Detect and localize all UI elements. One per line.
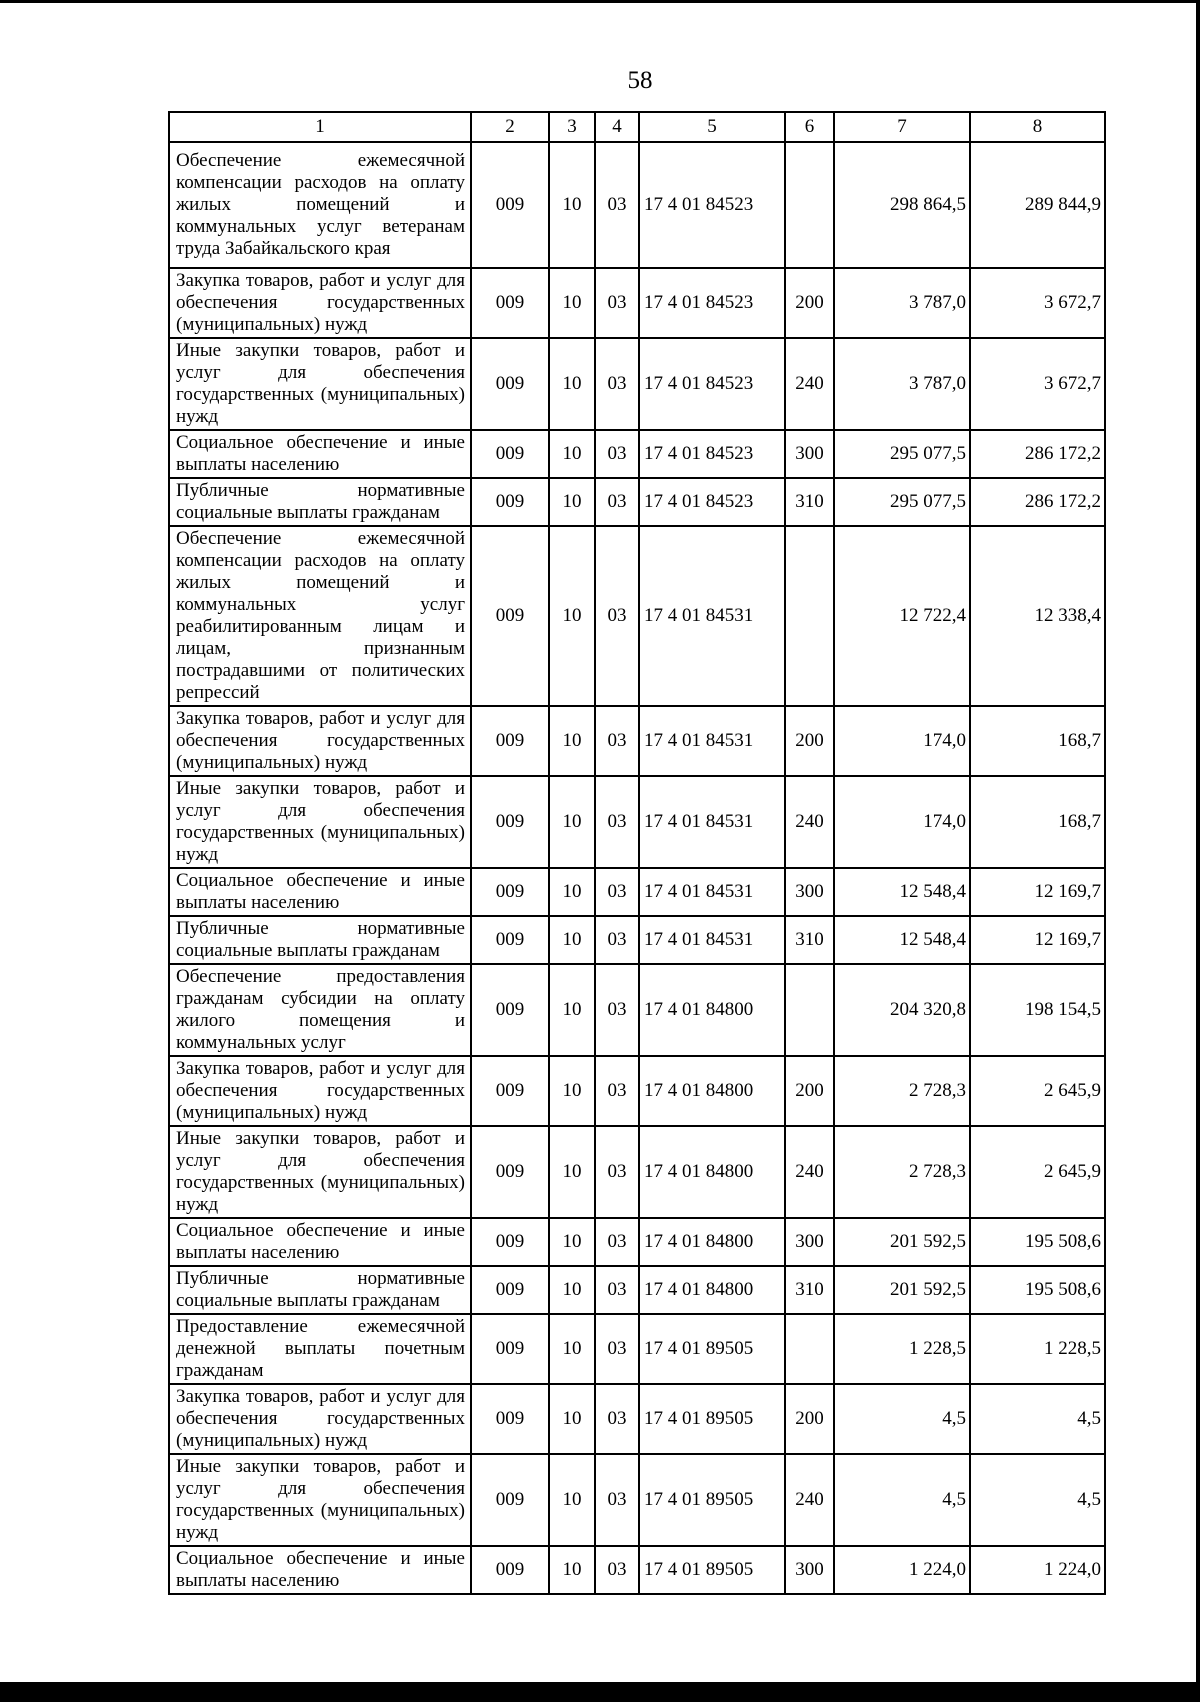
table-row <box>169 1056 1105 1126</box>
scan-border-top <box>0 0 1200 3</box>
row-amount-col8-cell: 195 508,6 <box>970 1218 1105 1266</box>
row-amount-col7-cell: 3 787,0 <box>834 338 970 430</box>
row-target-code-cell: 17 4 01 84531 <box>639 706 785 776</box>
row-amount-col8-cell: 198 154,5 <box>970 964 1105 1056</box>
row-amount-col7-cell: 174,0 <box>834 706 970 776</box>
row-grbs-cell: 009 <box>471 1218 549 1266</box>
table-row <box>169 868 1105 916</box>
row-grbs-cell: 009 <box>471 706 549 776</box>
table-row <box>169 268 1105 338</box>
row-section-cell: 10 <box>549 1056 595 1126</box>
header-col-8: 8 <box>970 112 1105 142</box>
row-section-cell: 10 <box>549 338 595 430</box>
row-grbs-cell: 009 <box>471 1126 549 1218</box>
row-subsection-cell: 03 <box>595 1218 639 1266</box>
row-amount-col8-cell: 2 645,9 <box>970 1126 1105 1218</box>
header-col-4: 4 <box>595 112 639 142</box>
row-amount-col8-cell: 4,5 <box>970 1384 1105 1454</box>
row-subsection-cell: 03 <box>595 1454 639 1546</box>
row-amount-col7-cell: 201 592,5 <box>834 1266 970 1314</box>
row-expense-type-cell: 300 <box>785 430 834 478</box>
row-name-cell: Социальное обеспечение и иные выплаты населению <box>169 1218 471 1266</box>
budget-table <box>168 111 1106 1595</box>
row-expense-type-cell: 200 <box>785 706 834 776</box>
row-target-code-cell: 17 4 01 84800 <box>639 1218 785 1266</box>
row-target-code-cell: 17 4 01 84531 <box>639 776 785 868</box>
row-expense-type-cell: 240 <box>785 1454 834 1546</box>
table-row <box>169 1384 1105 1454</box>
row-name-cell: Обеспечение ежемесячной компенсации расходов на оплату жилых помещений и коммунальных услуг ветеранам труда Забайкальского края <box>169 142 471 268</box>
row-name-cell: Иные закупки товаров, работ и услуг для обеспечения государственных (муниципальных) нужд <box>169 338 471 430</box>
row-section-cell: 10 <box>549 868 595 916</box>
row-name-cell: Иные закупки товаров, работ и услуг для обеспечения государственных (муниципальных) нужд <box>169 1454 471 1546</box>
scan-border-bottom <box>0 1682 1200 1702</box>
row-name-cell: Закупка товаров, работ и услуг для обеспечения государственных (муниципальных) нужд <box>169 1056 471 1126</box>
row-grbs-cell: 009 <box>471 776 549 868</box>
row-amount-col8-cell: 3 672,7 <box>970 268 1105 338</box>
table-row <box>169 478 1105 526</box>
row-amount-col7-cell: 2 728,3 <box>834 1126 970 1218</box>
row-subsection-cell: 03 <box>595 338 639 430</box>
row-amount-col7-cell: 201 592,5 <box>834 1218 970 1266</box>
row-section-cell: 10 <box>549 430 595 478</box>
row-amount-col8-cell: 12 338,4 <box>970 526 1105 706</box>
row-amount-col8-cell: 3 672,7 <box>970 338 1105 430</box>
table-row <box>169 430 1105 478</box>
page-number: 58 <box>627 67 653 94</box>
row-name-cell: Закупка товаров, работ и услуг для обеспечения государственных (муниципальных) нужд <box>169 268 471 338</box>
row-expense-type-cell <box>785 142 834 268</box>
row-expense-type-cell: 300 <box>785 1218 834 1266</box>
row-subsection-cell: 03 <box>595 526 639 706</box>
row-grbs-cell: 009 <box>471 964 549 1056</box>
row-subsection-cell: 03 <box>595 478 639 526</box>
row-target-code-cell: 17 4 01 84531 <box>639 868 785 916</box>
row-grbs-cell: 009 <box>471 142 549 268</box>
row-target-code-cell: 17 4 01 84523 <box>639 268 785 338</box>
row-name-cell: Закупка товаров, работ и услуг для обеспечения государственных (муниципальных) нужд <box>169 1384 471 1454</box>
row-expense-type-cell: 200 <box>785 1384 834 1454</box>
row-expense-type-cell: 310 <box>785 916 834 964</box>
row-section-cell: 10 <box>549 706 595 776</box>
row-target-code-cell: 17 4 01 89505 <box>639 1384 785 1454</box>
row-target-code-cell: 17 4 01 84800 <box>639 964 785 1056</box>
row-name-cell: Обеспечение ежемесячной компенсации расходов на оплату жилых помещений и коммунальных услуг реабилитированным лицам и лицам, признанным пострадавшими от политических репрессий <box>169 526 471 706</box>
row-amount-col7-cell: 295 077,5 <box>834 430 970 478</box>
row-subsection-cell: 03 <box>595 142 639 268</box>
row-grbs-cell: 009 <box>471 1546 549 1594</box>
row-amount-col7-cell: 12 548,4 <box>834 868 970 916</box>
row-section-cell: 10 <box>549 1126 595 1218</box>
row-subsection-cell: 03 <box>595 430 639 478</box>
row-amount-col7-cell: 12 722,4 <box>834 526 970 706</box>
row-amount-col7-cell: 1 228,5 <box>834 1314 970 1384</box>
row-amount-col7-cell: 3 787,0 <box>834 268 970 338</box>
row-target-code-cell: 17 4 01 89505 <box>639 1314 785 1384</box>
row-section-cell: 10 <box>549 478 595 526</box>
table-row <box>169 964 1105 1056</box>
row-subsection-cell: 03 <box>595 1384 639 1454</box>
table-row <box>169 916 1105 964</box>
row-name-cell: Публичные нормативные социальные выплаты гражданам <box>169 916 471 964</box>
row-subsection-cell: 03 <box>595 776 639 868</box>
row-subsection-cell: 03 <box>595 1266 639 1314</box>
row-subsection-cell: 03 <box>595 1126 639 1218</box>
row-section-cell: 10 <box>549 1314 595 1384</box>
row-expense-type-cell <box>785 526 834 706</box>
row-target-code-cell: 17 4 01 84523 <box>639 478 785 526</box>
header-col-6: 6 <box>785 112 834 142</box>
row-expense-type-cell: 310 <box>785 1266 834 1314</box>
header-col-2: 2 <box>471 112 549 142</box>
row-grbs-cell: 009 <box>471 1384 549 1454</box>
row-amount-col7-cell: 4,5 <box>834 1384 970 1454</box>
row-amount-col8-cell: 12 169,7 <box>970 916 1105 964</box>
row-grbs-cell: 009 <box>471 868 549 916</box>
row-amount-col7-cell: 2 728,3 <box>834 1056 970 1126</box>
row-target-code-cell: 17 4 01 89505 <box>639 1454 785 1546</box>
header-col-5: 5 <box>639 112 785 142</box>
row-expense-type-cell: 200 <box>785 268 834 338</box>
row-amount-col7-cell: 174,0 <box>834 776 970 868</box>
row-amount-col8-cell: 168,7 <box>970 776 1105 868</box>
table-row <box>169 526 1105 706</box>
row-grbs-cell: 009 <box>471 1454 549 1546</box>
row-grbs-cell: 009 <box>471 1266 549 1314</box>
row-grbs-cell: 009 <box>471 1056 549 1126</box>
row-amount-col8-cell: 4,5 <box>970 1454 1105 1546</box>
row-subsection-cell: 03 <box>595 268 639 338</box>
row-target-code-cell: 17 4 01 84523 <box>639 338 785 430</box>
row-grbs-cell: 009 <box>471 478 549 526</box>
row-section-cell: 10 <box>549 776 595 868</box>
row-expense-type-cell <box>785 1314 834 1384</box>
row-subsection-cell: 03 <box>595 706 639 776</box>
row-section-cell: 10 <box>549 1218 595 1266</box>
row-expense-type-cell: 240 <box>785 776 834 868</box>
table-body <box>169 142 1105 1594</box>
row-section-cell: 10 <box>549 268 595 338</box>
table-row <box>169 776 1105 868</box>
row-subsection-cell: 03 <box>595 964 639 1056</box>
row-section-cell: 10 <box>549 142 595 268</box>
row-grbs-cell: 009 <box>471 526 549 706</box>
row-target-code-cell: 17 4 01 84800 <box>639 1056 785 1126</box>
row-name-cell: Социальное обеспечение и иные выплаты населению <box>169 868 471 916</box>
row-expense-type-cell: 300 <box>785 1546 834 1594</box>
row-section-cell: 10 <box>549 1454 595 1546</box>
row-section-cell: 10 <box>549 1266 595 1314</box>
row-subsection-cell: 03 <box>595 868 639 916</box>
row-subsection-cell: 03 <box>595 1056 639 1126</box>
row-amount-col7-cell: 12 548,4 <box>834 916 970 964</box>
table-row <box>169 1454 1105 1546</box>
table-row <box>169 338 1105 430</box>
row-target-code-cell: 17 4 01 84523 <box>639 430 785 478</box>
row-amount-col7-cell: 1 224,0 <box>834 1546 970 1594</box>
row-grbs-cell: 009 <box>471 338 549 430</box>
row-target-code-cell: 17 4 01 84800 <box>639 1266 785 1314</box>
table-row <box>169 1266 1105 1314</box>
row-subsection-cell: 03 <box>595 1546 639 1594</box>
row-name-cell: Публичные нормативные социальные выплаты гражданам <box>169 478 471 526</box>
row-section-cell: 10 <box>549 1546 595 1594</box>
table-header-row <box>169 112 1105 142</box>
row-target-code-cell: 17 4 01 84531 <box>639 916 785 964</box>
row-section-cell: 10 <box>549 964 595 1056</box>
table-row <box>169 1546 1105 1594</box>
table-row <box>169 142 1105 268</box>
row-name-cell: Иные закупки товаров, работ и услуг для обеспечения государственных (муниципальных) нужд <box>169 1126 471 1218</box>
row-target-code-cell: 17 4 01 84523 <box>639 142 785 268</box>
row-amount-col8-cell: 289 844,9 <box>970 142 1105 268</box>
row-section-cell: 10 <box>549 916 595 964</box>
row-grbs-cell: 009 <box>471 430 549 478</box>
row-amount-col8-cell: 12 169,7 <box>970 868 1105 916</box>
row-expense-type-cell: 240 <box>785 1126 834 1218</box>
row-amount-col8-cell: 195 508,6 <box>970 1266 1105 1314</box>
row-target-code-cell: 17 4 01 84800 <box>639 1126 785 1218</box>
row-target-code-cell: 17 4 01 84531 <box>639 526 785 706</box>
row-grbs-cell: 009 <box>471 1314 549 1384</box>
row-amount-col8-cell: 286 172,2 <box>970 430 1105 478</box>
row-amount-col8-cell: 1 228,5 <box>970 1314 1105 1384</box>
row-section-cell: 10 <box>549 526 595 706</box>
header-col-7: 7 <box>834 112 970 142</box>
row-name-cell: Предоставление ежемесячной денежной выплаты почетным гражданам <box>169 1314 471 1384</box>
row-name-cell: Социальное обеспечение и иные выплаты населению <box>169 1546 471 1594</box>
row-name-cell: Закупка товаров, работ и услуг для обеспечения государственных (муниципальных) нужд <box>169 706 471 776</box>
row-name-cell: Иные закупки товаров, работ и услуг для обеспечения государственных (муниципальных) нужд <box>169 776 471 868</box>
row-target-code-cell: 17 4 01 89505 <box>639 1546 785 1594</box>
table-row <box>169 1218 1105 1266</box>
table-row <box>169 706 1105 776</box>
row-amount-col7-cell: 4,5 <box>834 1454 970 1546</box>
row-amount-col8-cell: 1 224,0 <box>970 1546 1105 1594</box>
header-col-3: 3 <box>549 112 595 142</box>
row-subsection-cell: 03 <box>595 916 639 964</box>
row-expense-type-cell: 300 <box>785 868 834 916</box>
row-amount-col8-cell: 2 645,9 <box>970 1056 1105 1126</box>
table-row <box>169 1126 1105 1218</box>
row-section-cell: 10 <box>549 1384 595 1454</box>
row-amount-col7-cell: 295 077,5 <box>834 478 970 526</box>
table-row <box>169 1314 1105 1384</box>
header-col-1: 1 <box>169 112 471 142</box>
row-name-cell: Обеспечение предоставления гражданам субсидии на оплату жилого помещения и коммунальных услуг <box>169 964 471 1056</box>
row-amount-col7-cell: 204 320,8 <box>834 964 970 1056</box>
row-name-cell: Социальное обеспечение и иные выплаты населению <box>169 430 471 478</box>
row-amount-col8-cell: 168,7 <box>970 706 1105 776</box>
row-grbs-cell: 009 <box>471 916 549 964</box>
row-subsection-cell: 03 <box>595 1314 639 1384</box>
row-name-cell: Публичные нормативные социальные выплаты гражданам <box>169 1266 471 1314</box>
row-expense-type-cell: 200 <box>785 1056 834 1126</box>
row-expense-type-cell: 240 <box>785 338 834 430</box>
scan-border-right <box>1196 0 1200 1702</box>
row-amount-col8-cell: 286 172,2 <box>970 478 1105 526</box>
row-grbs-cell: 009 <box>471 268 549 338</box>
row-expense-type-cell: 310 <box>785 478 834 526</box>
row-expense-type-cell <box>785 964 834 1056</box>
row-amount-col7-cell: 298 864,5 <box>834 142 970 268</box>
